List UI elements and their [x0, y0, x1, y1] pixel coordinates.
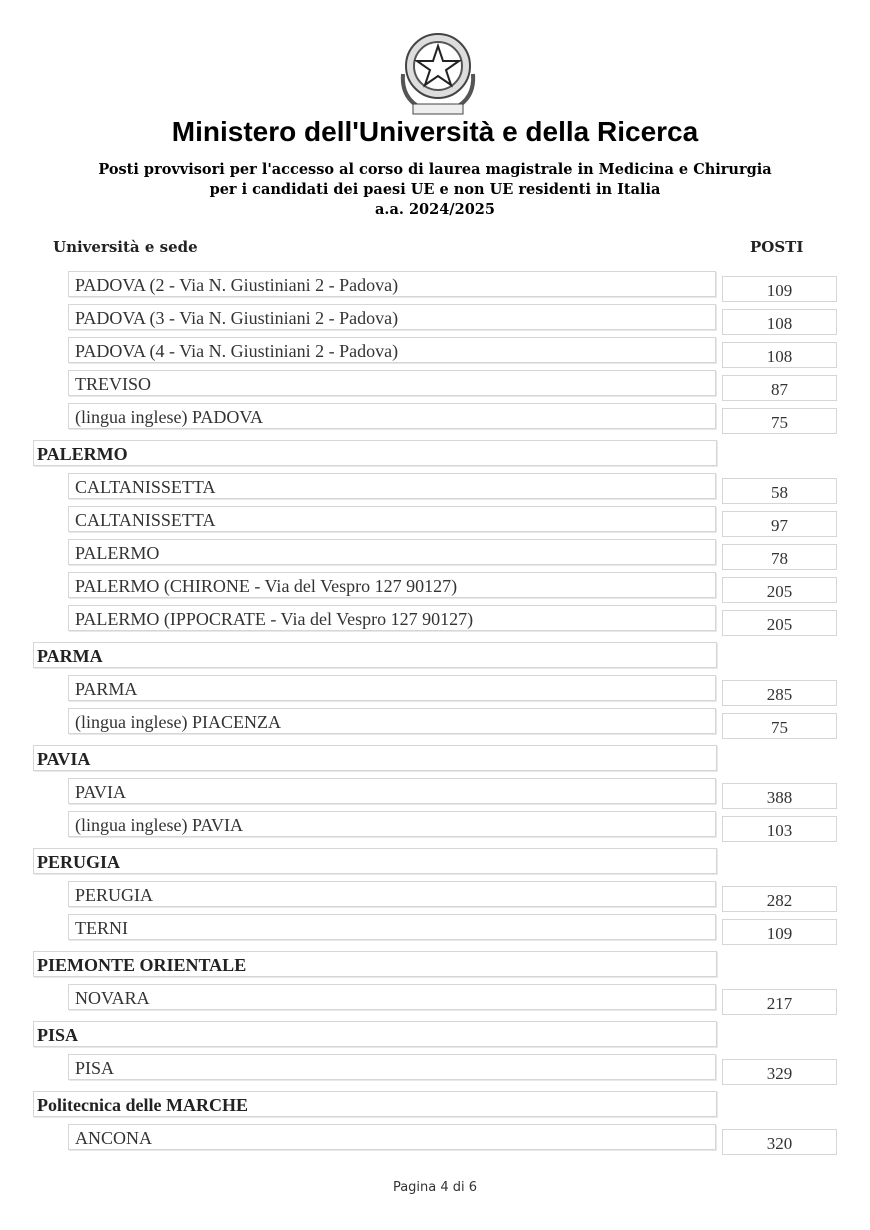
posti-value: 108: [722, 342, 837, 368]
sede-row: [0, 572, 870, 605]
sede-name: PAVIA: [68, 778, 716, 804]
sede-name: PERUGIA: [68, 881, 716, 907]
university-name: PERUGIA: [33, 848, 717, 874]
sede-row: [0, 271, 870, 304]
university-row: [0, 741, 870, 778]
sede-name: PALERMO (IPPOCRATE - Via del Vespro 127 90127): [68, 605, 716, 631]
posti-value: 78: [722, 544, 837, 570]
university-name: PALERMO: [33, 440, 717, 466]
university-name: PAVIA: [33, 745, 717, 771]
sede-row: [0, 337, 870, 370]
sede-row: [0, 708, 870, 741]
university-row: [0, 947, 870, 984]
university-name: Politecnica delle MARCHE: [33, 1091, 717, 1117]
sede-name: PISA: [68, 1054, 716, 1080]
sede-row: [0, 778, 870, 811]
posti-value: 58: [722, 478, 837, 504]
university-name: PISA: [33, 1021, 717, 1047]
subtitle-line: a.a. 2024/2025: [375, 201, 495, 218]
sede-row: [0, 675, 870, 708]
university-row: [0, 1017, 870, 1054]
sede-row: [0, 403, 870, 436]
sede-row: [0, 1054, 870, 1087]
posti-value: 285: [722, 680, 837, 706]
sede-row: [0, 370, 870, 403]
ministry-title: Ministero dell'Università e della Ricerca: [171, 116, 699, 147]
page-number: Pagina 4 di 6: [392, 1180, 478, 1195]
sede-row: [0, 506, 870, 539]
posti-value: 217: [722, 989, 837, 1015]
posti-value: 329: [722, 1059, 837, 1085]
university-name: PIEMONTE ORIENTALE: [33, 951, 717, 977]
sede-name: ANCONA: [68, 1124, 716, 1150]
subtitle-line: per i candidati dei paesi UE e non UE residenti in Italia: [209, 181, 661, 198]
sede-name: CALTANISSETTA: [68, 473, 716, 499]
sede-name: PADOVA (2 - Via N. Giustiniani 2 - Padova): [68, 271, 716, 297]
sede-name: PARMA: [68, 675, 716, 701]
posti-value: 87: [722, 375, 837, 401]
posti-value: 108: [722, 309, 837, 335]
sede-row: [0, 539, 870, 572]
sede-name: TERNI: [68, 914, 716, 940]
university-row: [0, 1087, 870, 1124]
sede-row: [0, 914, 870, 947]
sede-name: PALERMO (CHIRONE - Via del Vespro 127 90127): [68, 572, 716, 598]
posti-value: 320: [722, 1129, 837, 1155]
sede-name: PADOVA (4 - Via N. Giustiniani 2 - Padova): [68, 337, 716, 363]
sede-row: [0, 984, 870, 1017]
posti-value: 205: [722, 577, 837, 603]
posti-table: [0, 271, 870, 1157]
sede-name: TREVISO: [68, 370, 716, 396]
posti-value: 388: [722, 783, 837, 809]
sede-name: (lingua inglese) PIACENZA: [68, 708, 716, 734]
italian-republic-emblem: [393, 24, 483, 120]
sede-row: [0, 811, 870, 844]
university-row: [0, 436, 870, 473]
sede-name: (lingua inglese) PADOVA: [68, 403, 716, 429]
posti-value: 282: [722, 886, 837, 912]
university-name: PARMA: [33, 642, 717, 668]
posti-value: 109: [722, 919, 837, 945]
document-subtitle: [0, 160, 870, 220]
posti-value: 109: [722, 276, 837, 302]
sede-row: [0, 605, 870, 638]
sede-name: NOVARA: [68, 984, 716, 1010]
posti-value: 75: [722, 713, 837, 739]
posti-value: 75: [722, 408, 837, 434]
posti-value: 205: [722, 610, 837, 636]
column-header-posti: POSTI: [750, 238, 804, 256]
sede-row: [0, 1124, 870, 1157]
posti-value: 103: [722, 816, 837, 842]
sede-name: CALTANISSETTA: [68, 506, 716, 532]
sede-name: PALERMO: [68, 539, 716, 565]
subtitle-line: Posti provvisori per l'accesso al corso di laurea magistrale in Medicina e Chirurgia: [98, 161, 772, 178]
university-row: [0, 844, 870, 881]
posti-value: 97: [722, 511, 837, 537]
sede-row: [0, 473, 870, 506]
sede-name: PADOVA (3 - Via N. Giustiniani 2 - Padova): [68, 304, 716, 330]
sede-row: [0, 881, 870, 914]
university-row: [0, 638, 870, 675]
column-header-sede: Università e sede: [53, 238, 198, 256]
sede-name: (lingua inglese) PAVIA: [68, 811, 716, 837]
sede-row: [0, 304, 870, 337]
